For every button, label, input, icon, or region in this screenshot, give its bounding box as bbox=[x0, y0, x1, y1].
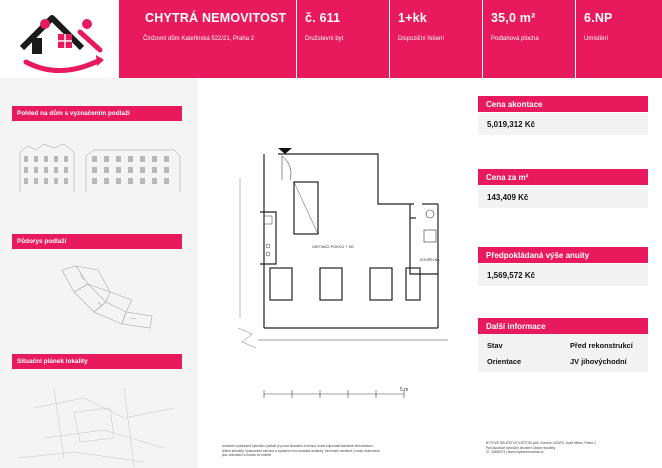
orientation-label: Orientace bbox=[487, 357, 522, 366]
company-line-1: BYTOVÉ DRUŽSTVO KVĚTOSLAVA, Soudná 1400/20, Nové Město, Praha 2 bbox=[486, 441, 596, 445]
orientation-value: JV jihovýchodní bbox=[570, 357, 627, 366]
entrance-arrow-icon bbox=[278, 148, 292, 154]
floor-plan-thumbnail bbox=[14, 262, 184, 332]
company-line-2: Pan Asociace bytových družstev České republiky bbox=[486, 445, 556, 450]
address: Činžovní dům Kateřinská 522/21, Praha 2 bbox=[143, 36, 255, 42]
header-title-cell bbox=[119, 0, 296, 78]
disclaimer-line-1: Uvedené vyobrazení bytového podlaží je pouze ilustrační a nemusí zcela odpovídat stavebně-technickému bbox=[222, 444, 373, 448]
site-plan-thumbnail bbox=[14, 378, 184, 468]
header bbox=[0, 0, 662, 78]
app-title: CHYTRÁ NEMOVITOST bbox=[145, 11, 287, 25]
house-elevation-image bbox=[14, 140, 184, 192]
company-line-3: IČ: 19695073 | www.chytranemovitost.cz bbox=[486, 450, 544, 455]
layout-value: 1+kk bbox=[398, 11, 427, 25]
living-room-label: OBYVACÍ POKOJ + KK bbox=[312, 244, 355, 249]
info-title: Další informace bbox=[478, 318, 648, 334]
disclaimer-line-2: řešení jednotky. Vyobrazené zařízení a vybavení není součástí dodávky. Informace uvedené v tomto dokumentu bbox=[222, 448, 380, 453]
price-per-m2-label: Cena za m² bbox=[478, 169, 648, 185]
state-label: Stav bbox=[487, 341, 503, 350]
annuity-label: Předpokládaná výše anuity bbox=[478, 247, 648, 263]
bathroom-label: KOUPELNA bbox=[420, 258, 440, 262]
floor-value: 6.NP bbox=[584, 11, 613, 25]
area-value: 35,0 m² bbox=[491, 11, 536, 25]
header-floor-cell bbox=[576, 0, 662, 78]
info-box bbox=[478, 334, 648, 372]
price-value: 5,019,312 Kč bbox=[478, 113, 648, 135]
price-per-m2-value: 143,409 Kč bbox=[478, 186, 648, 208]
header-unit-cell bbox=[297, 0, 389, 78]
company-info bbox=[486, 441, 654, 455]
layout-label: Dispoziční řešení bbox=[398, 36, 445, 42]
disclaimer-line-3: jsou orientační a mohou se změnit. bbox=[222, 453, 272, 458]
company-logo bbox=[0, 0, 118, 78]
scale-label: 5 m bbox=[400, 387, 409, 393]
floor-label: Umístění bbox=[584, 36, 609, 42]
floor-plans-label: Půdorys podlaží bbox=[12, 234, 182, 249]
header-layout-cell bbox=[390, 0, 482, 78]
sidebar bbox=[0, 78, 198, 468]
annuity-value: 1,569,572 Kč bbox=[478, 264, 648, 286]
header-area-cell bbox=[483, 0, 575, 78]
house-view-label: Pohled na dům s vyznačením podlaží bbox=[12, 106, 182, 121]
state-value: Před rekonstrukcí bbox=[570, 341, 633, 350]
unit-number: č. 611 bbox=[305, 11, 341, 25]
floor-plan bbox=[198, 78, 474, 468]
site-plan-label: Situační plánek lokality bbox=[12, 354, 182, 369]
unit-type: Družstevní byt bbox=[305, 36, 344, 42]
price-label: Cena akontace bbox=[478, 96, 648, 112]
disclaimer bbox=[222, 444, 440, 458]
area-label: Podlahová plocha bbox=[491, 36, 539, 42]
